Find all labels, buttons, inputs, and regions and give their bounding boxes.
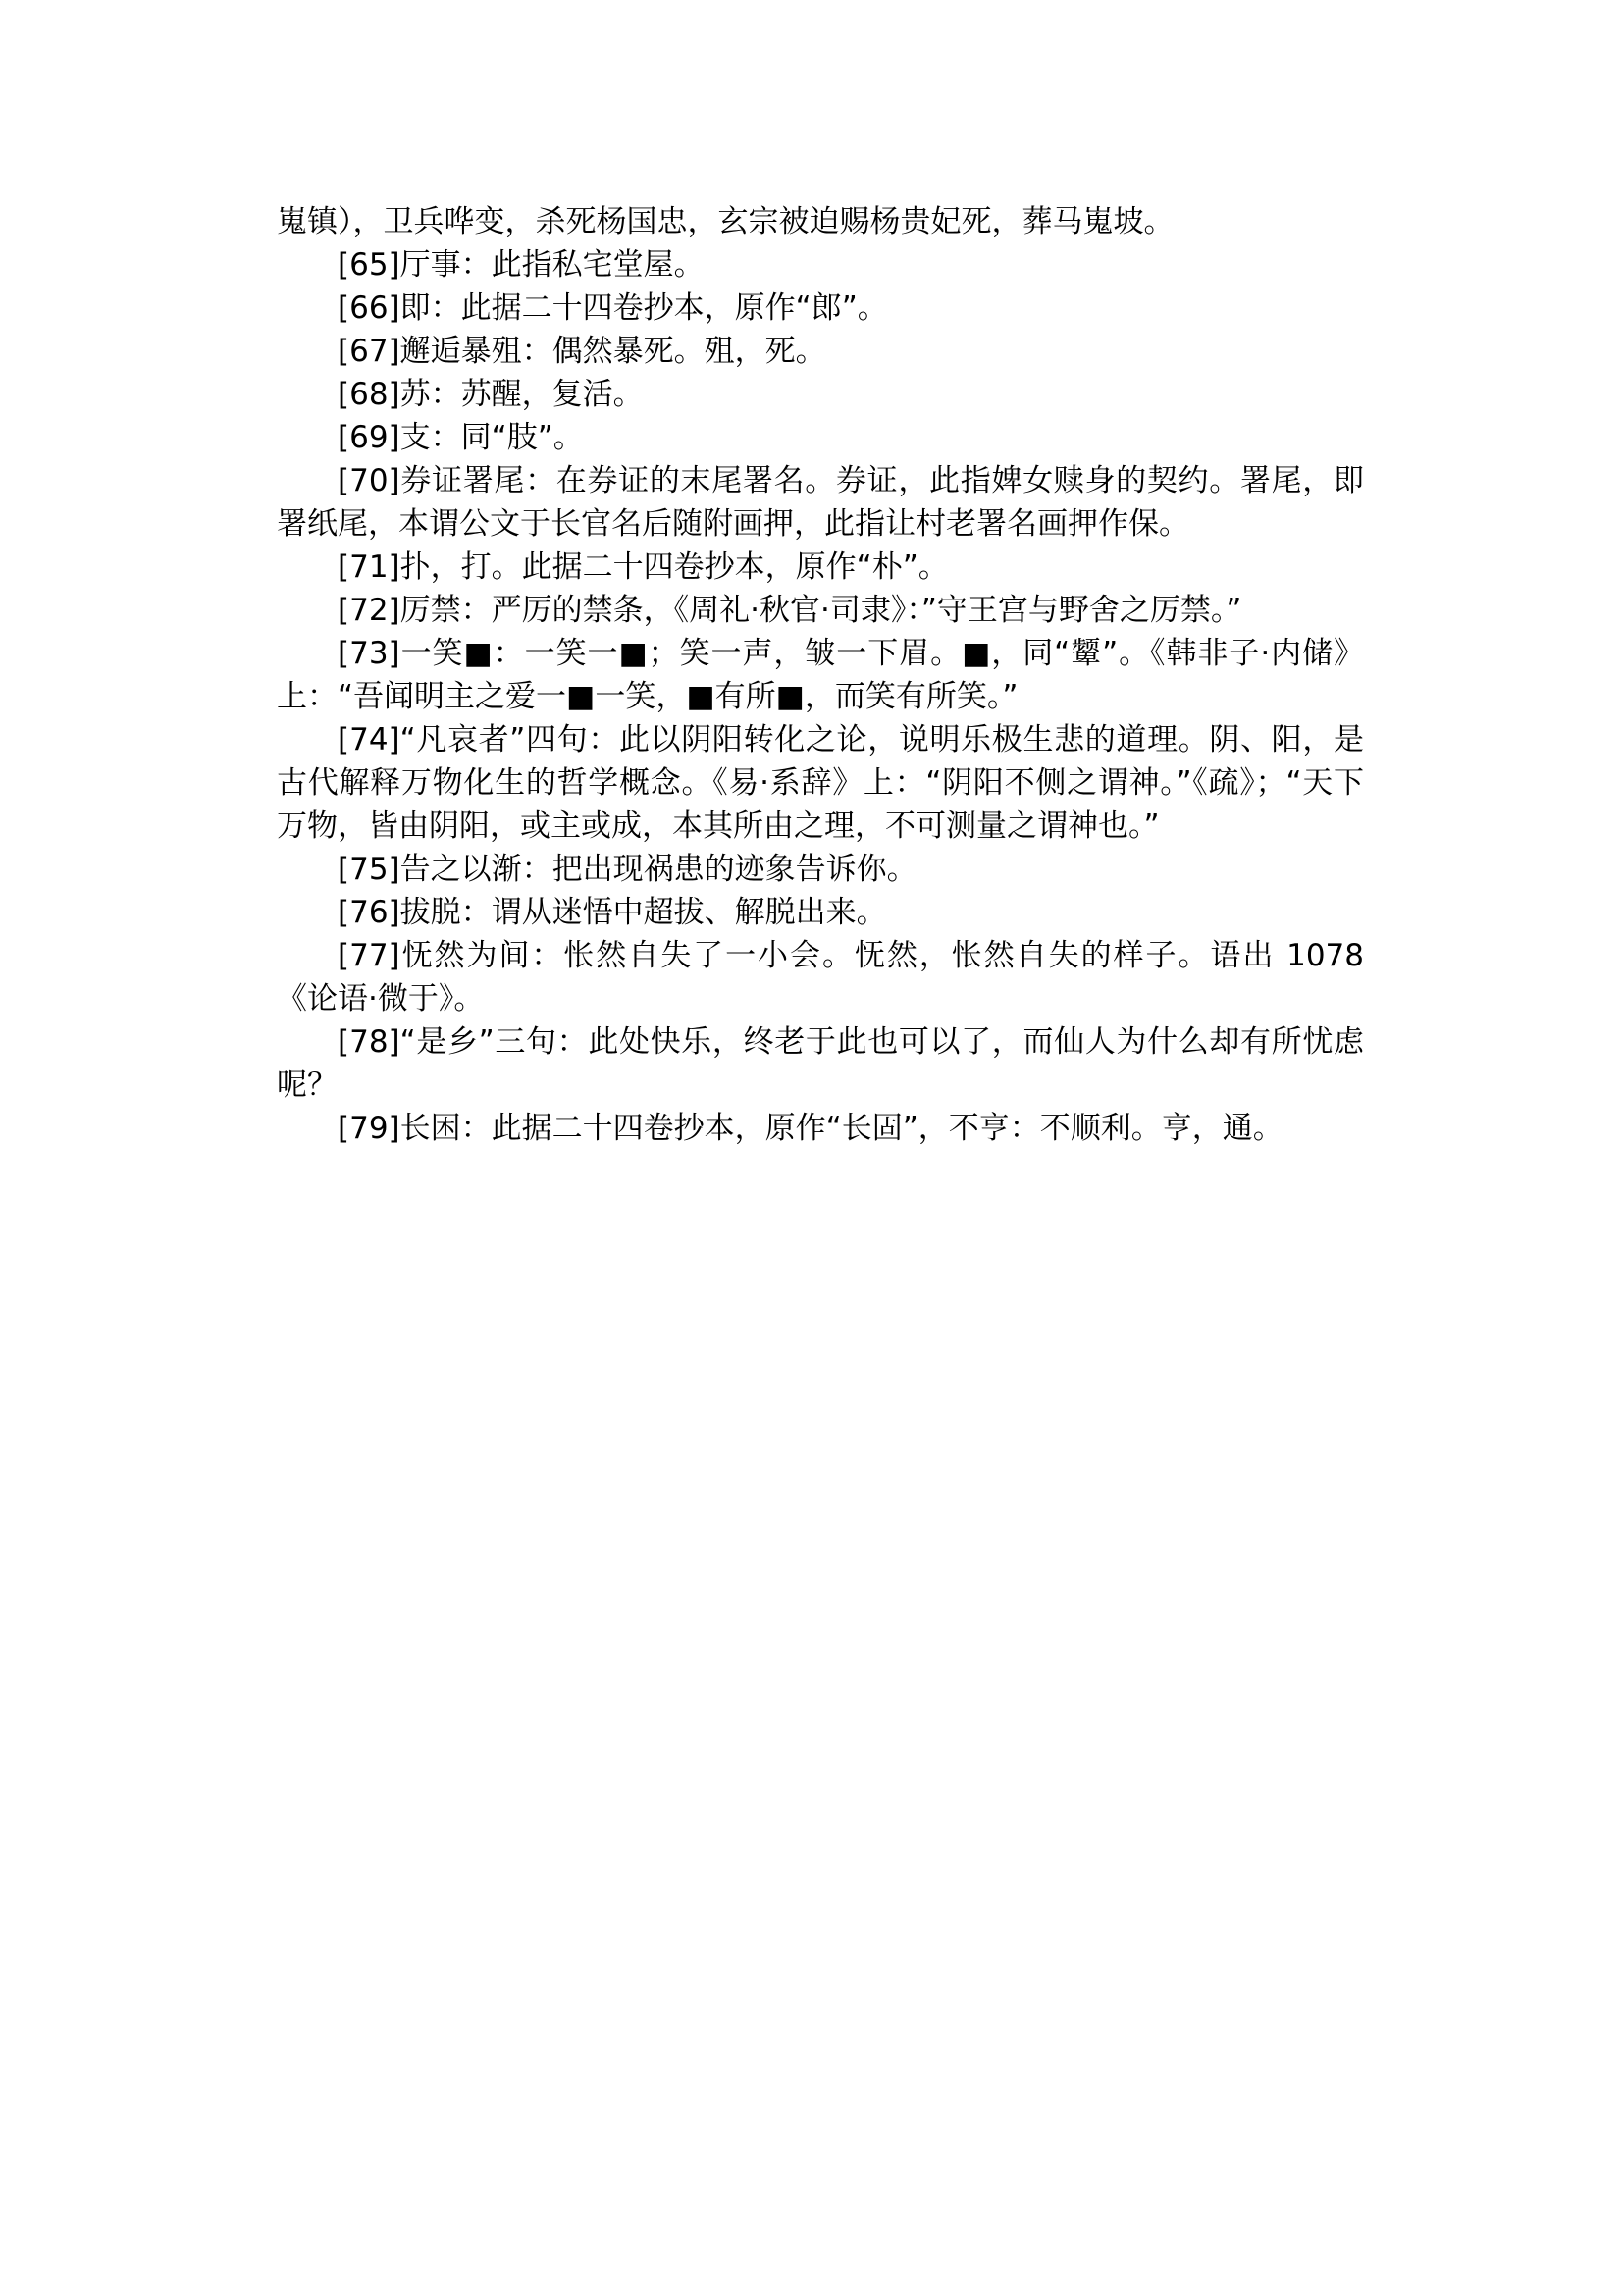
note-77: [77]怃然为间：怅然自失了一小会。怃然，怅然自失的样子。语出 1078《论语·微于》。	[277, 938, 1364, 1017]
note-70: [70]券证署尾：在券证的末尾署名。券证，此指婢女赎身的契约。署尾，即署纸尾，本谓公文于长官名后随附画押，此指让村老署名画押作保。	[277, 463, 1364, 542]
note-71: [71]扑，打。此据二十四卷抄本，原作“朴”。	[338, 549, 949, 585]
note-78: [78]“是乡”三句：此处快乐，终老于此也可以了，而仙人为什么却有所忧虑呢？	[277, 1024, 1364, 1103]
note-continuation: 嵬镇），卫兵哗变，杀死杨国忠，玄宗被迫赐杨贵妃死，葬马嵬坡。	[277, 204, 1175, 239]
annotation-notes	[277, 200, 1364, 1150]
note-75: [75]告之以渐：把出现祸患的迹象告诉你。	[338, 852, 917, 887]
note-72: [72]厉禁：严厉的禁条，《周礼·秋官·司隶》：”守王宫与野舍之厉禁。”	[338, 593, 1242, 628]
note-74: [74]“凡哀者”四句：此以阴阳转化之论，说明乐极生悲的道理。阴、阳，是古代解释万物化生的哲学概念。《易·系辞》上：“阴阳不侧之谓神。”《疏》；“天下万物，皆由阴阳，或主或成，本其所由之理，不可测量之谓神也。”	[277, 722, 1364, 844]
note-79: [79]长困：此据二十四卷抄本，原作“长固”，不亨：不顺利。亨，通。	[338, 1111, 1283, 1146]
note-65: [65]厅事：此指私宅堂屋。	[338, 247, 705, 283]
note-66: [66]即：此据二十四卷抄本，原作“郎”。	[338, 290, 888, 326]
note-68: [68]苏：苏醒，复活。	[338, 377, 644, 412]
note-73: [73]一笑■：一笑一■；笑一声，皱一下眉。■，同“颦”。《韩非子·内储》上：“吾闻明主之爱一■一笑，■有所■，而笑有所笑。”	[277, 636, 1364, 714]
note-67: [67]邂逅暴殂：偶然暴死。殂，死。	[338, 334, 826, 369]
note-76: [76]拔脱：谓从迷悟中超拔、解脱出来。	[338, 895, 887, 930]
note-69: [69]支：同“肢”。	[338, 420, 584, 455]
